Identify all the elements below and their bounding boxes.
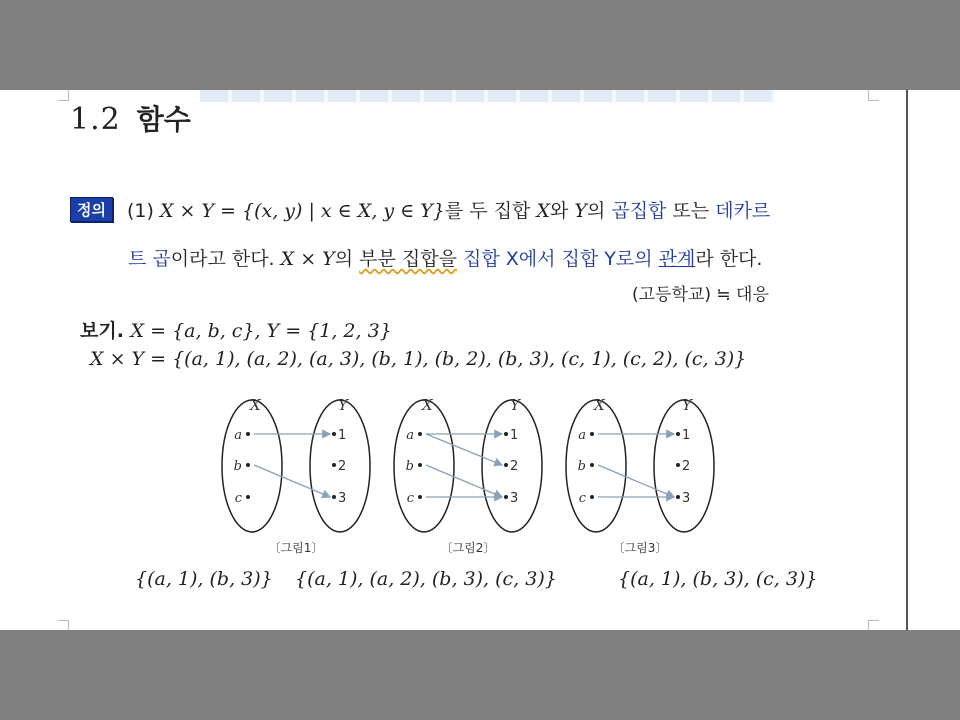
domain-element: c xyxy=(578,491,586,506)
domain-element: b xyxy=(405,459,414,474)
product-formula: X × Y xyxy=(280,248,335,270)
codomain-dot xyxy=(332,432,336,436)
domain-element: b xyxy=(233,459,242,474)
domain-dot xyxy=(590,495,594,499)
domain-dot xyxy=(418,495,422,499)
cartesian-formula: X × Y = {(x, y) | x ∈ X, y ∈ Y} xyxy=(159,200,445,222)
figure-caption: 〔그림3〕 xyxy=(612,541,668,555)
term-cartesian-b: 트 곱 xyxy=(128,248,171,270)
crop-mark xyxy=(868,90,879,101)
codomain-dot xyxy=(504,432,508,436)
codomain-dot xyxy=(504,495,508,499)
figure-caption: 〔그림2〕 xyxy=(440,541,496,555)
codomain-dot xyxy=(676,432,680,436)
figure-caption: 〔그림1〕 xyxy=(268,541,324,555)
figure-3-set: {(a, 1), (b, 3), (c, 3)} xyxy=(618,568,818,590)
crop-mark xyxy=(58,90,69,101)
definition-line-1 xyxy=(70,196,770,223)
set-x-label: X xyxy=(594,396,605,414)
set-y-label: Y xyxy=(338,396,348,414)
codomain-element: 2 xyxy=(510,459,519,474)
codomain-element: 3 xyxy=(510,491,519,506)
domain-dot xyxy=(590,463,594,467)
domain-dot xyxy=(418,432,422,436)
definition-number: (1) xyxy=(126,200,160,222)
term-relation: 관계 xyxy=(658,248,696,270)
definition-line-2 xyxy=(128,244,762,271)
mapping-arrow xyxy=(426,434,502,465)
mapping-arrow xyxy=(598,465,674,497)
codomain-element: 3 xyxy=(682,491,691,506)
set-x-label: X xyxy=(250,396,261,414)
domain-element: a xyxy=(406,428,414,443)
example-label: 보기. xyxy=(80,320,131,342)
domain-dot xyxy=(246,495,250,499)
domain-dot xyxy=(246,432,250,436)
text: 이라고 한다. xyxy=(170,248,281,270)
text: 와 xyxy=(549,200,575,222)
text: 의 xyxy=(334,248,360,270)
var-x: X xyxy=(536,200,550,222)
section-name: 함수 xyxy=(136,103,191,136)
codomain-dot xyxy=(676,463,680,467)
example-sets: X = {a, b, c}, Y = {1, 2, 3} xyxy=(130,320,392,342)
set-x-label: X xyxy=(422,396,433,414)
domain-ellipse xyxy=(222,400,282,532)
ruler-strip xyxy=(200,90,775,102)
crop-mark xyxy=(868,620,879,630)
domain-element: c xyxy=(234,491,242,506)
subset-phrase: 부분 집합을 xyxy=(359,248,457,270)
codomain-dot xyxy=(332,463,336,467)
domain-dot xyxy=(418,463,422,467)
figure-1-set: {(a, 1), (b, 3)} xyxy=(135,568,273,590)
codomain-element: 2 xyxy=(338,459,347,474)
codomain-dot xyxy=(504,463,508,467)
relation-phrase: 집합 X에서 집합 Y로의 xyxy=(456,248,659,270)
domain-element: a xyxy=(578,428,586,443)
domain-ellipse xyxy=(394,400,454,532)
codomain-dot xyxy=(676,495,680,499)
text: 의 xyxy=(586,200,612,222)
text: 라 한다. xyxy=(695,248,763,270)
example-product: X × Y = {(a, 1), (a, 2), (a, 3), (b, 1), (b, 2), (b, 3), (c, 1), (c, 2), (c, 3)} xyxy=(90,348,747,370)
domain-element: b xyxy=(577,459,586,474)
codomain-element: 3 xyxy=(338,491,347,506)
text: 또는 xyxy=(666,200,716,222)
crop-mark xyxy=(58,620,69,630)
domain-dot xyxy=(590,432,594,436)
domain-element: a xyxy=(234,428,242,443)
codomain-element: 2 xyxy=(682,459,691,474)
term-cartesian-a: 데카르 xyxy=(715,200,771,222)
var-y: Y xyxy=(574,200,587,222)
definition-badge: 정의 xyxy=(70,197,113,222)
example-line-1 xyxy=(80,316,392,343)
note: (고등학교) ≒ 대응 xyxy=(632,285,769,305)
section-number: 1.2 xyxy=(70,102,121,137)
codomain-element: 1 xyxy=(682,428,691,443)
margin-area xyxy=(908,90,960,630)
set-y-label: Y xyxy=(682,396,692,414)
domain-element: c xyxy=(406,491,414,506)
arrow-diagrams xyxy=(200,390,720,570)
set-y-label: Y xyxy=(510,396,520,414)
codomain-element: 1 xyxy=(338,428,347,443)
term-product-set: 곱집합 xyxy=(611,200,667,222)
domain-dot xyxy=(246,463,250,467)
document-page xyxy=(0,90,960,630)
codomain-dot xyxy=(332,495,336,499)
figure-2-set: {(a, 1), (a, 2), (b, 3), (c, 3)} xyxy=(295,568,557,590)
domain-ellipse xyxy=(566,400,626,532)
section-title xyxy=(70,98,191,138)
mapping-arrow xyxy=(426,465,502,497)
mapping-arrow xyxy=(254,465,330,497)
codomain-element: 1 xyxy=(510,428,519,443)
text: 를 두 집합 xyxy=(444,200,537,222)
